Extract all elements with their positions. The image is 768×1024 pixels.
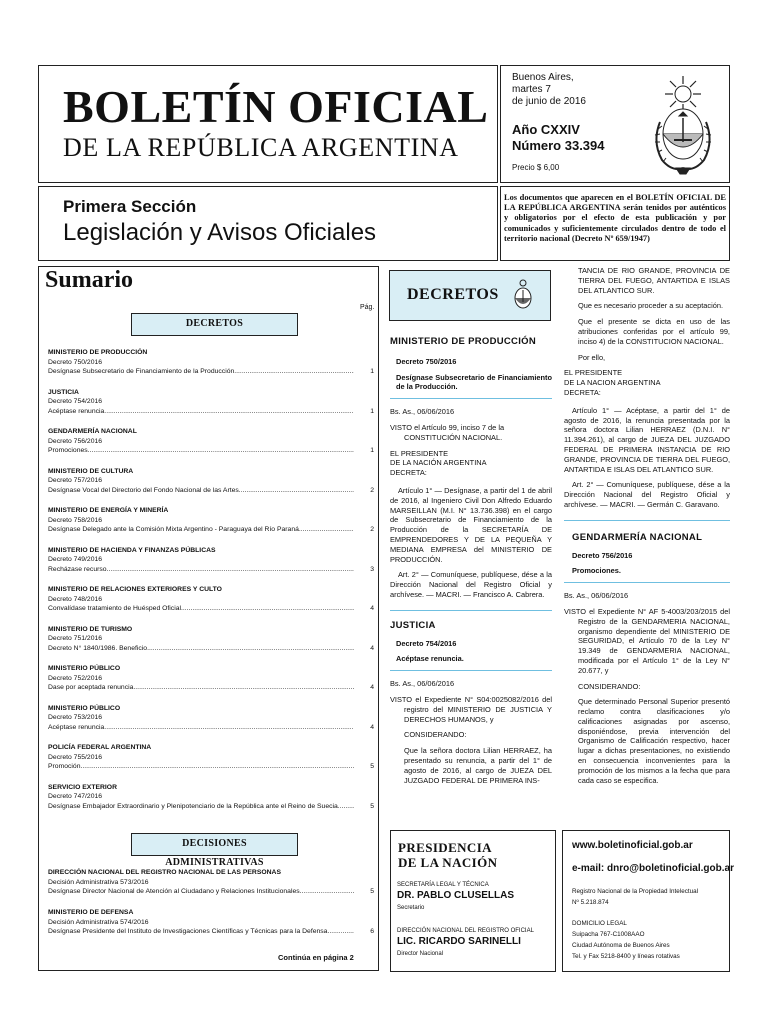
presidencia-line-2: DE LA NACIÓN — [398, 855, 498, 870]
sumario-entry[interactable] — [48, 625, 374, 654]
entry-text: Desígnase Subsecretario de Financiamiento de la Producción. — [48, 368, 237, 376]
direccion-name: LIC. RICARDO SARINELLI — [397, 936, 521, 947]
decree-article-1: Artículo 1° — Acéptase, a partir del 1° de agosto de 2016, la renuncia presentada por la señora doctora Lilian HERRAEZ (D.N.I. N° 11.394.261), al cargo de JUEZA DEL JUZGADO FEDERAL DE PRIMERA INSTANCIA DE RIO GRANDE, PROVINCIA DE TIERRA DEL FUEGO, ANTARTIDA E ISLAS DEL ATLANTICO SUR. — [564, 405, 730, 474]
entry-line — [48, 604, 374, 614]
entry-ref: Decreto 747/2016 — [48, 793, 103, 801]
entry-text: Acéptase renuncia. — [48, 407, 107, 415]
entry-line — [48, 367, 374, 377]
entry-text: Decreto N° 1840/1986. Beneficio. — [48, 644, 149, 652]
entry-leader — [149, 644, 354, 654]
decree-place-date: Bs. As., 06/06/2016 — [390, 679, 455, 689]
entry-ministry: MINISTERIO DE ENERGÍA Y MINERÍA — [48, 507, 169, 514]
entry-page: 2 — [370, 486, 374, 494]
entry-line — [48, 802, 374, 812]
entry-page: 5 — [370, 888, 374, 896]
entry-ministry: MINISTERIO DE DEFENSA — [48, 909, 134, 916]
entry-line — [48, 762, 374, 772]
decree-continuation: TANCIA DE RIO GRANDE, PROVINCIA DE TIERRA DEL FUEGO, ANTARTIDA E ISLAS DEL ATLANTICO SUR. — [578, 266, 730, 295]
sumario-entry[interactable] — [48, 908, 374, 937]
continues-note: Continúa en página 2 — [278, 953, 354, 962]
entry-line — [48, 927, 374, 937]
email-link[interactable]: e-mail: dnro@boletinoficial.gob.ar — [572, 863, 734, 874]
entry-ministry: MINISTERIO DE PRODUCCIÓN — [48, 349, 148, 356]
entry-leader — [236, 367, 354, 377]
sumario-entry[interactable] — [48, 506, 374, 535]
entry-line — [48, 887, 374, 897]
section-title: Primera Sección — [63, 197, 197, 216]
decree-paragraph: Por ello, — [578, 352, 606, 362]
entry-ministry: MINISTERIO DE HACIENDA Y FINANZAS PÚBLICAS — [48, 546, 216, 554]
entry-ref: Decreto 758/2016 — [48, 516, 103, 524]
entry-page: 5 — [370, 763, 374, 771]
sumario-entry[interactable] — [48, 783, 374, 812]
entry-text: Desígnase Delegado ante la Comisión Mixta Argentino - Paraguaya del Río Paraná. — [48, 526, 301, 534]
decree-summary: Desígnase Subsecretario de Financiamiento de la Producción. — [396, 372, 552, 392]
decisiones-heading: DECISIONES ADMINISTRATIVAS — [131, 833, 298, 856]
address-line-1: Suipacha 767-C1008AAO — [572, 931, 645, 938]
secretaria-label: SECRETARÍA LEGAL Y TÉCNICA — [397, 882, 489, 888]
address-block — [572, 918, 680, 962]
entry-ministry: MINISTERIO DE TURISMO — [48, 625, 133, 633]
entry-text: Desígnase Presidente del Instituto de Investigaciones Científicas y Técnicas para la Defensa. — [48, 928, 330, 936]
decree-place-date: Bs. As., 06/06/2016 — [390, 407, 455, 417]
decree-visto: VISTO el Expediente N° AF 5-4003/203/2015 del Registro de la GENDARMERIA NACIONAL, organismo dependiente del MINISTERIO DE SEGURIDAD, el Artículo 70 de la Ley N° 19.349 de GENDARMERIA NACIONAL, modificada por el Artículo 1° de la Ley N° 20.677, y — [564, 606, 730, 675]
decree-visto: VISTO el Artículo 99, inciso 7 de la CONSTITUCIÓN NACIONAL. — [390, 422, 505, 442]
issue-weekday: martes 7 — [512, 84, 551, 95]
entry-page: 4 — [370, 723, 374, 731]
sumario-entry[interactable] — [48, 427, 374, 456]
divider — [390, 610, 552, 611]
issue-number: Número 33.394 — [512, 138, 605, 153]
address-line-2: Ciudad Autónoma de Buenos Aires — [572, 942, 670, 949]
website-link[interactable]: www.boletinoficial.gob.ar — [572, 840, 693, 851]
entry-ministry: DIRECCIÓN NACIONAL DEL REGISTRO NACIONAL DE LAS PERSONAS — [48, 869, 282, 876]
issue-place: Buenos Aires, — [512, 72, 574, 83]
entry-line — [48, 644, 374, 654]
entry-text: Recházase recurso. — [48, 565, 109, 573]
decree-text: Que determinado Personal Superior presentó reclamo contra clasificaciones y/o calificaciones asignadas por ascenso, disponiéndose, previa intervención del Organismo de Calificación respectivo, hacer lugar a dichas presentaciones, no existiendo en consecuencia inconvenientes para la promoción de los mismos a la fecha que para cada caso se especifica. — [578, 697, 730, 785]
president-line-1: EL PRESIDENTE — [564, 368, 623, 378]
decretos-col-1 — [390, 337, 552, 791]
decree-ref: Decreto 750/2016 — [396, 356, 457, 366]
entry-leader — [340, 802, 354, 812]
entry-page: 3 — [370, 565, 374, 573]
decree-ref: Decreto 754/2016 — [396, 638, 457, 648]
entry-page: 5 — [370, 802, 374, 810]
entry-text: Desígnase Director Nacional de Atención al Ciudadano y Relaciones Institucionales. — [48, 888, 302, 896]
secretaria-block — [397, 882, 552, 911]
decree-considerando: CONSIDERANDO: — [404, 730, 467, 740]
entry-ministry: MINISTERIO DE CULTURA — [48, 467, 134, 475]
sumario-entry[interactable] — [48, 743, 374, 772]
newspaper-subtitle: DE LA REPÚBLICA ARGENTINA — [63, 133, 459, 162]
entry-ref: Decreto 755/2016 — [48, 753, 103, 761]
registro-label: Registro Nacional de la Propiedad Intelectual — [572, 888, 699, 895]
authenticity-notice: Los documentos que aparecen en el BOLETÍN OFICIAL DE LA REPÚBLICA ARGENTINA serán tenidos por auténticos y obligatorios por el efecto de esta publicación y por comunicados y suficientemente circulados dentro de todo el territorio nacional (Decreto Nº 659/1947) — [504, 193, 726, 243]
entry-page: 4 — [370, 644, 374, 652]
decree-article-2: Art. 2° — Comuníquese, publíquese, dése a la Dirección Nacional del Registro Oficial y archívese. — MACRI. — Germán C. Garavano. — [564, 480, 730, 509]
president-line-1: EL PRESIDENTE — [390, 448, 449, 458]
sumario-entry[interactable] — [48, 388, 374, 417]
decree-visto: VISTO el Expediente N° S04:0025082/2016 del registro del MINISTERIO DE JUSTICIA Y DERECHOS HUMANOS, y — [390, 694, 552, 724]
secretaria-role: Secretario — [397, 905, 425, 911]
entry-line — [48, 446, 374, 456]
issue-year: Año CXXIV — [512, 122, 580, 137]
decretos-col-2 — [564, 266, 730, 791]
entry-ref: Decreto 750/2016 — [48, 358, 103, 366]
entry-page: 1 — [370, 407, 374, 415]
decree-paragraph: Que el presente se dicta en uso de las atribuciones conferidas por el artículo 99, inciso 4) de la CONSTITUCION NACIONAL. — [578, 317, 730, 346]
domicilio-label: DOMICILIO LEGAL — [572, 920, 627, 927]
divider — [564, 582, 730, 583]
decree-summary: Acéptase renuncia. — [396, 654, 464, 664]
sumario-entry[interactable] — [48, 664, 374, 693]
president-line-2: DE LA NACION ARGENTINA — [564, 378, 661, 388]
divider — [390, 670, 552, 671]
sumario-entry[interactable] — [48, 868, 374, 897]
entry-leader — [183, 604, 354, 614]
entry-text: Convalídase tratamiento de Huésped Oficial. — [48, 605, 183, 613]
entry-text: Dase por aceptada renuncia. — [48, 684, 136, 692]
entry-ref: Decisión Administrativa 573/2016 — [48, 878, 149, 886]
ministry-heading: MINISTERIO DE PRODUCCIÓN — [390, 336, 537, 347]
entry-ref: Decreto 756/2016 — [48, 437, 103, 445]
secretaria-name: DR. PABLO CLUSELLAS — [397, 890, 515, 901]
ministry-heading: GENDARMERÍA NACIONAL — [572, 531, 703, 543]
entry-text: Promoción. — [48, 763, 83, 771]
issue-date-text: de junio de 2016 — [512, 96, 586, 107]
entry-line — [48, 407, 374, 417]
entry-leader — [302, 887, 354, 897]
entry-text: Promociones. — [48, 447, 90, 455]
entry-leader — [82, 762, 354, 772]
decree-president — [390, 449, 552, 478]
entry-page: 1 — [370, 368, 374, 376]
entry-ref: Decreto 751/2016 — [48, 635, 103, 643]
decree-ref: Decreto 756/2016 — [572, 550, 633, 560]
entry-leader — [106, 407, 354, 417]
issue-price: Precio $ 6,00 — [512, 163, 560, 172]
decree-considerando: CONSIDERANDO: — [578, 681, 641, 691]
entry-text: Acéptase renuncia. — [48, 723, 107, 731]
president-line-2: DE LA NACIÓN ARGENTINA — [390, 458, 487, 468]
entry-leader — [329, 927, 354, 937]
entry-page: 6 — [370, 928, 374, 936]
direccion-block — [397, 928, 552, 957]
entry-line — [48, 723, 374, 733]
presidencia-line-1: PRESIDENCIA — [398, 840, 492, 855]
coat-of-arms-icon — [648, 72, 718, 178]
sumario-entry[interactable] — [48, 467, 374, 496]
entry-leader — [301, 525, 354, 535]
decree-paragraph: Que es necesario proceder a su aceptación. — [578, 301, 724, 311]
newspaper-title: BOLETÍN OFICIAL — [63, 81, 489, 132]
registro-block — [572, 886, 698, 908]
entry-ref: Decreto 748/2016 — [48, 595, 103, 603]
decreta-line: DECRETA: — [390, 468, 427, 478]
decretos-heading: DECRETOS — [131, 313, 298, 336]
coat-of-arms-small-icon — [511, 278, 535, 312]
entry-ministry: MINISTERIO PÚBLICO — [48, 704, 121, 712]
decree-article-2: Art. 2° — Comuníquese, publíquese, dése a la Dirección Nacional del Registro Oficial y archívese. — MACRI. — Francisco A. Cabrera. — [390, 570, 552, 599]
entry-ministry: POLICÍA FEDERAL ARGENTINA — [48, 744, 152, 751]
sumario-entry[interactable] — [48, 546, 374, 575]
entry-ministry: MINISTERIO DE RELACIONES EXTERIORES Y CULTO — [48, 586, 222, 593]
sumario-entry[interactable] — [48, 704, 374, 733]
entry-leader — [241, 486, 354, 496]
section-subtitle: Legislación y Avisos Oficiales — [63, 219, 377, 246]
entry-ref: Decreto 753/2016 — [48, 714, 103, 722]
registro-number: Nº 5.218.874 — [572, 899, 609, 906]
decreta-line: DECRETA: — [564, 387, 601, 397]
divider — [564, 520, 730, 521]
entry-text: Desígnase Vocal del Directorio del Fondo Nacional de las Artes. — [48, 486, 241, 494]
ministry-heading: JUSTICIA — [390, 619, 436, 631]
entry-ministry: GENDARMERÍA NACIONAL — [48, 428, 137, 435]
sumario-entry[interactable] — [48, 348, 374, 377]
decree-place-date: Bs. As., 06/06/2016 — [564, 591, 629, 601]
entry-ref: Decreto 754/2016 — [48, 398, 103, 406]
entry-line — [48, 525, 374, 535]
divider — [390, 398, 552, 399]
sumario-entry[interactable] — [48, 585, 374, 614]
entry-line — [48, 565, 374, 575]
entry-leader — [135, 683, 354, 693]
entry-page: 2 — [370, 526, 374, 534]
entry-ref: Decreto 757/2016 — [48, 477, 103, 485]
entry-ministry: SERVICIO EXTERIOR — [48, 783, 117, 791]
decree-summary: Promociones. — [572, 566, 621, 576]
entry-leader — [108, 565, 354, 575]
direccion-role: Director Nacional — [397, 951, 444, 957]
phone-line: Tel. y Fax 5218-8400 y líneas rotativas — [572, 953, 680, 960]
direccion-label: DIRECCIÓN NACIONAL DEL REGISTRO OFICIAL — [397, 928, 534, 934]
page-column-label: Pág. — [360, 304, 375, 311]
decretos-banner-title: DECRETOS — [407, 286, 499, 303]
entry-ref: Decreto 749/2016 — [48, 556, 103, 564]
decree-article-1: Artículo 1° — Desígnase, a partir del 1 de abril de 2016, al Ingeniero Civil Don Alfredo Eduardo MARSEILLAN (M.I. N° 13.736.398) en el cargo de Subsecretario de Financiamiento de la Producción de la SECRETARÍA DE EMPRENDEDORES Y DE LA PEQUEÑA Y MEDIANA EMPRESA del MINISTERIO DE PRODUCCIÓN. — [390, 485, 552, 564]
entry-text: Desígnase Embajador Extraordinario y Plenipotenciario de la República ante el Reino de Suecia. — [48, 802, 340, 810]
entry-ministry: JUSTICIA — [48, 388, 79, 396]
entry-ref: Decreto 752/2016 — [48, 674, 103, 682]
entry-line — [48, 486, 374, 496]
entry-ref: Decisión Administrativa 574/2016 — [48, 918, 149, 926]
entry-page: 1 — [370, 447, 374, 455]
issue-date — [512, 72, 586, 108]
entry-line — [48, 683, 374, 693]
entry-page: 4 — [370, 684, 374, 692]
presidencia-title — [398, 840, 497, 870]
sumario-title: Sumario — [45, 267, 134, 293]
decree-text: Que la señora doctora Lilian HERRAEZ, ha presentado su renuncia, a partir del 1° de agosto de 2016, al cargo de JUEZA DEL JUZGADO FEDERAL DE PRIMERA INS- — [404, 746, 552, 785]
entry-ministry: MINISTERIO PÚBLICO — [48, 665, 121, 672]
entry-page: 4 — [370, 605, 374, 613]
entry-leader — [90, 446, 354, 456]
entry-leader — [106, 723, 354, 733]
decree-president — [564, 368, 730, 397]
